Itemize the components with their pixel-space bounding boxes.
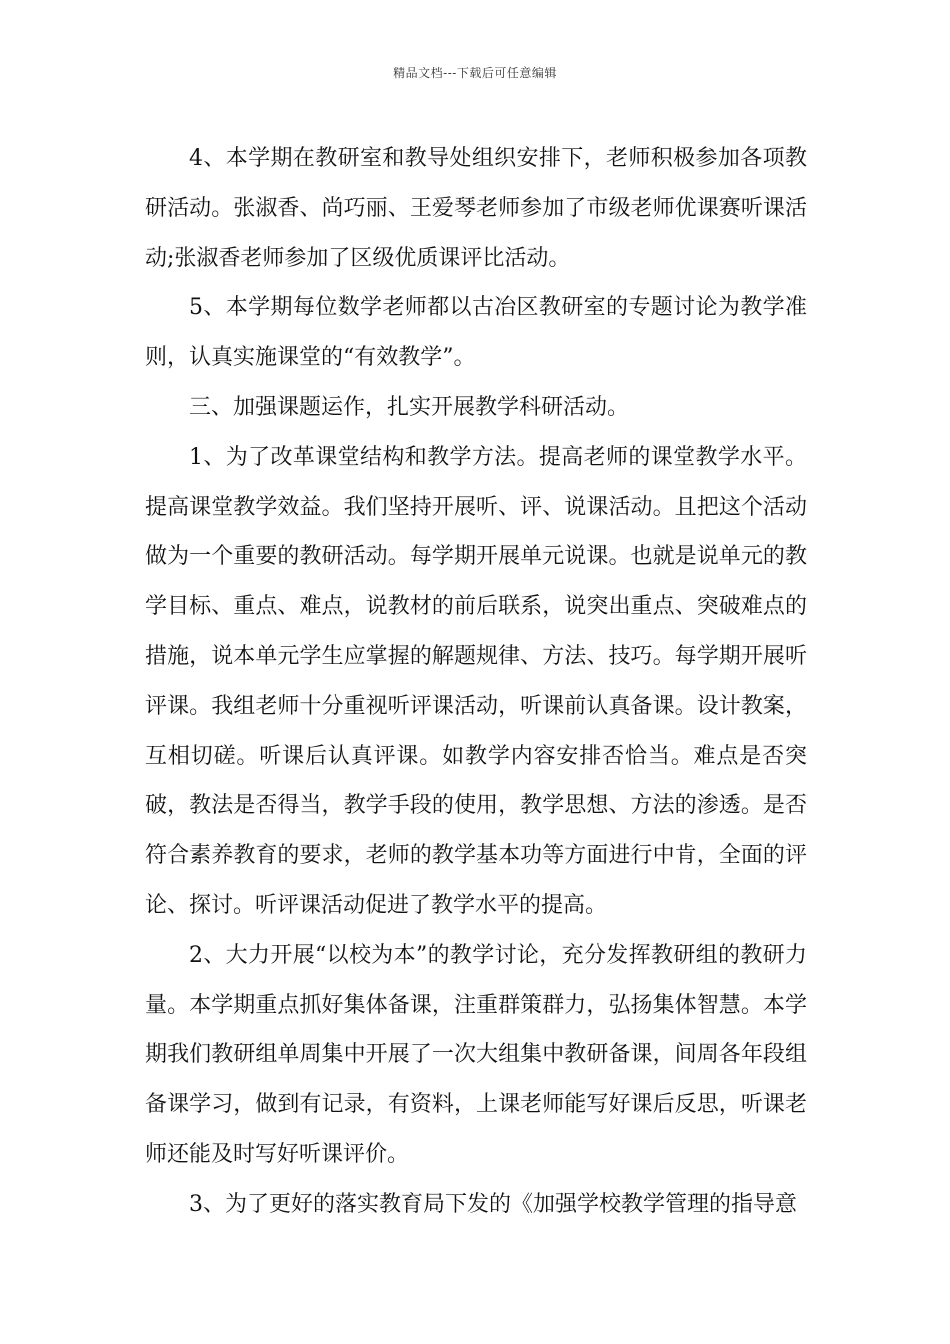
page-header: 精品文档---下载后可任意编辑 bbox=[393, 66, 557, 80]
paragraph-2-school-based-research: 2、大力开展“以校为本”的教学讨论，充分发挥教研组的教研力量。本学期重点抓好集体备课，注重群策群力，弘扬集体智慧。本学期我们教研组单周集中开展了一次大组集中教研备课，间周各年段组备课学习，做到有记录，有资料，上课老师能写好课后反思，听课老师还能及时写好听课评价。 bbox=[145, 942, 807, 1167]
section-heading-3: 三、加强课题运作，扎实开展教学科研活动。 bbox=[189, 394, 630, 420]
paragraph-3-guidance: 3、为了更好的落实教育局下发的《加强学校教学管理的指导意 bbox=[189, 1191, 797, 1217]
paragraph-1-lesson-reform: 1、为了改革课堂结构和教学方法。提高老师的课堂教学水平。提高课堂教学效益。我们坚持开展听、评、说课活动。且把这个活动做为一个重要的教研活动。每学期开展单元说课。也就是说单元的教学目标、重点、难点，说教材的前后联系，说突出重点、突破难点的措施，说本单元学生应掌握的解题规律、方法、技巧。每学期开展听评课。我组老师十分重视听评课活动，听课前认真备课。设计教案，互相切磋。听课后认真评课。如教学内容安排否恰当。难点是否突破，教法是否得当，教学手段的使用，教学思想、方法的渗透。是否符合素养教育的要求，老师的教学基本功等方面进行中肯，全面的评论、探讨。听评课活动促进了教学水平的提高。 bbox=[145, 444, 807, 918]
paragraph-4-activities: 4、本学期在教研室和教导处组织安排下，老师积极参加各项教研活动。张淑香、尚巧丽、王爱琴老师参加了市级老师优课赛听课活动;张淑香老师参加了区级优质课评比活动。 bbox=[145, 146, 807, 271]
paragraph-5-effective-teaching: 5、本学期每位数学老师都以古冶区教研室的专题讨论为教学准则，认真实施课堂的“有效教学”。 bbox=[145, 295, 807, 371]
document-body bbox=[145, 134, 807, 1230]
